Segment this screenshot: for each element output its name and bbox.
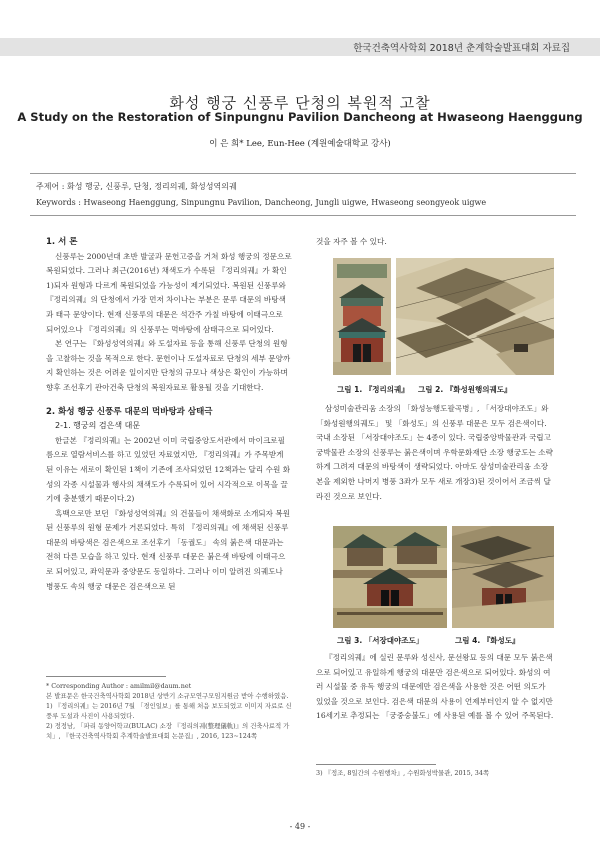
keywords-english: Keywords : Hwaseong Haenggung, Sinpungnu Pavilion, Dancheong, Jungli uigwe, Hwaseong seongyeok uigwe bbox=[36, 198, 487, 207]
right-column-bottom bbox=[316, 651, 554, 724]
figure-4-painting bbox=[452, 526, 554, 628]
figure-2-painting bbox=[396, 258, 554, 375]
left-column bbox=[46, 235, 292, 594]
section-1-heading: 1. 서 론 bbox=[46, 237, 78, 247]
footnote-corresponding: * Corresponding Author : amilmil@daum.net bbox=[46, 682, 192, 690]
journal-title: 한국건축역사학회 2018년 춘계학술발표대회 자료집 bbox=[353, 43, 570, 54]
section-1-paragraph-1: 신풍루는 2000년대 초반 발굴과 문헌고증을 거쳐 화성 행궁의 정문으로 복원되었다. 그러나 최근(2016년) 채색도가 수록된 『정리의궤』가 확인1)되자 원형과 다르게 복원되었을 가능성이 제기되었다. 복원된 신풍루와 『정리의궤』의 단청에서 가장 먼저 차이나는 부분은 문루 대문의 바탕색과 태극 문양이다. 현재 신풍루의 대문은 석간주 가칠 바탕에 이태극으로 되어있으나 『정리의궤』의 신풍루는 먹바탕에 삼태극으로 되어있다. bbox=[46, 251, 292, 334]
figure-4-caption: 그림 4. 『화성도』 bbox=[455, 636, 520, 645]
figure-1-caption: 그림 1. 『정리의궤』 bbox=[337, 385, 409, 394]
figure-1-painting bbox=[333, 258, 391, 375]
section-2-1-paragraph-1: 한글본 『정리의궤』는 2002년 이미 국립중앙도서관에서 마이크로필름으로 열람서비스를 하고 있었던 자료였지만, 『정리의궤』가 주목받게 된 이유는 새로이 확인된 1책이 기존에 조사되었던 12책과는 달리 수원 화성의 각종 시설물과 행사의 채색도가 수록되어 있어 시각적으로 이목을 끌기에 충분했기 때문이다.2) bbox=[46, 435, 291, 504]
footnote-1: 1) 『정리의궤』는 2016년 7월 「경인일보」를 통해 처음 보도되었고 이미지 자료로 신풍루 도설과 사진이 사용되었다. bbox=[46, 702, 292, 720]
section-1-paragraph-2: 본 연구는 『화성성역의궤』와 도설자료 등을 통해 신풍루 단청의 원형을 고찰하는 것을 목적으로 한다. 문헌이나 도설자료로 단청의 세부 문양까지 확인하는 것은 어려운 일이지만 단청의 규모나 색상은 확인이 가능하며 향후 조선후기 관아건축 단청의 복원자료로 활용될 것을 기대한다. bbox=[46, 339, 291, 392]
running-header bbox=[0, 0, 600, 58]
right-column-middle bbox=[316, 402, 554, 504]
footnote-2: 2) 정정남, 「파리 동양어학교(BULAC) 소장 『정리의궤(整理儀軌)』의 건축사료적 가치」, 『한국건축역사학회 추계학술발표대회 논문집』, 2016, 123∼124쪽 bbox=[46, 722, 290, 740]
paper-title-english: A Study on the Restoration of Sinpungnu Pavilion Dancheong at Hwaseong Haenggung bbox=[17, 110, 583, 124]
keyword-rule-top bbox=[30, 173, 576, 174]
footnote-rule-left bbox=[46, 676, 166, 677]
footnotes-left bbox=[46, 681, 292, 741]
author-line: 이 은 희* Lee, Eun-Hee (계원예술대학교 강사) bbox=[209, 139, 391, 149]
section-2-1-paragraph-2: 흑백으로만 보던 『화성성역의궤』의 건물들이 채색화로 소개되자 복원된 신풍루의 원형 문제가 거론되었다. 특히 『정리의궤』에 채색된 신풍루 대문의 바탕색은 검은색으로 조선후기 「동궐도」 속의 붉은색 대문과는 전혀 다른 모습을 하고 있다. 현재 신풍루 대문은 붉은색 바탕에 이태극으로 되어있고, 좌익문과 중양문도 동일하다. 그러나 이미 알려진 의궤도나 병풍도 속의 행궁 대문은 검은색으로 된 bbox=[46, 508, 291, 591]
right-paragraph-2: 『정리의궤』에 실린 문루와 성신사, 문선왕묘 등의 대문 모두 붉은색으로 되어있고 유일하게 행궁의 대문만 검은색으로 되어있다. 화성의 여러 시설물 중 유독 행궁의 대문에만 검은색을 사용한 것은 어떤 의도가 있었을 것으로 보인다. 검은색 대문의 사용이 언제부터인지 알 수 없지만 16세기로 추정되는 「궁중숭불도」에 사용된 예를 볼 수 있어 주목된다. bbox=[316, 653, 554, 721]
figure-2-caption: 그림 2. 『화성원행의궤도』 bbox=[418, 385, 512, 394]
section-2-heading: 2. 화성 행궁 신풍루 대문의 먹바탕과 삼태극 bbox=[46, 406, 213, 417]
right-column-lead bbox=[316, 235, 554, 250]
keyword-rule-bottom bbox=[30, 215, 576, 216]
footnote-funding: 본 발표문은 한국건축역사학회 2018년 상반기 소규모연구모임지원금 받아 수행하였음. bbox=[46, 692, 289, 700]
footnotes-right bbox=[316, 768, 554, 778]
page-number: - 49 - bbox=[289, 822, 311, 831]
right-paragraph-1: 삼성미술관리움 소장의 「화성능행도팔곡병」, 「서장대야조도」와 「화성원행의궤도」 및 「화성도」의 신풍루 대문은 모두 검은색이다. 국내 소장된 「서장대야조도」는 4종이 있다. 국립중앙박물관과 국립고궁박물관 소장의 신풍루는 붉은색이며 우학문화재단 소장 행궁도는 소략하게 그려져 대문의 바탕색이 생략되었다. 아마도 삼성미술관리움 소장본을 제외한 나머지 병풍 3좌가 모두 새로 개장3)된 것이어서 조금씩 달라진 것으로 보인다. bbox=[316, 404, 553, 501]
figure-1-image bbox=[333, 258, 391, 375]
figure-3-caption: 그림 3. 「서장대야조도」 bbox=[337, 636, 424, 645]
footnote-3: 3) 『정조, 8일간의 수원행차』, 수원화성박물관, 2015, 34쪽 bbox=[316, 769, 490, 777]
figure-3-painting bbox=[333, 526, 447, 628]
figure-2-image bbox=[396, 258, 554, 375]
figure-3-image bbox=[333, 526, 447, 628]
keywords-korean: 주제어 : 화성 행궁, 신풍루, 단청, 정리의궤, 화성성역의궤 bbox=[36, 182, 237, 191]
right-lead-text: 것을 자주 볼 수 있다. bbox=[316, 237, 387, 246]
paper-title-korean: 화성 행궁 신풍루 단청의 복원적 고찰 bbox=[169, 94, 431, 112]
section-2-1-heading: 2-1. 행궁의 검은색 대문 bbox=[55, 421, 141, 431]
footnote-rule-right bbox=[316, 764, 436, 765]
figure-4-image bbox=[452, 526, 554, 628]
